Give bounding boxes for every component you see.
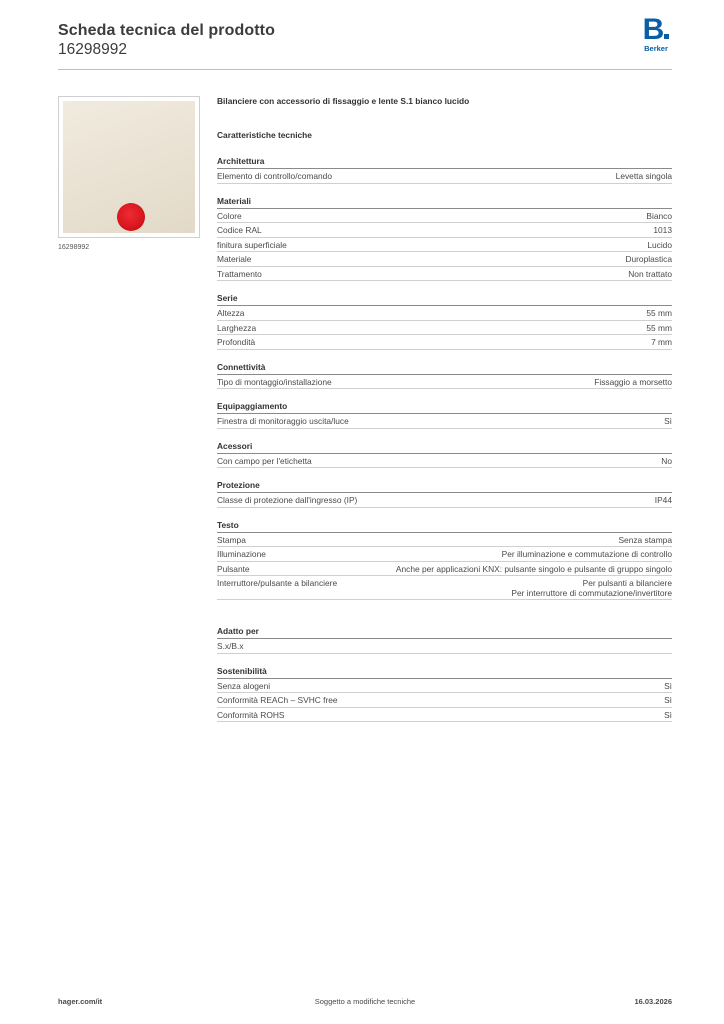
spec-value	[242, 211, 672, 221]
spec-sections	[217, 156, 672, 722]
spec-value	[262, 225, 672, 235]
spec-content	[217, 96, 672, 722]
spec-value	[349, 416, 672, 426]
page-title: Scheda tecnica del prodotto	[58, 22, 275, 39]
spec-label: S.x/B.x	[217, 641, 244, 651]
spec-section	[217, 196, 672, 282]
spec-row	[217, 169, 672, 184]
spec-value	[262, 269, 672, 279]
spec-row	[217, 238, 672, 253]
berker-logo	[640, 13, 672, 53]
spec-label: Senza alogeni	[217, 680, 271, 691]
spec-label: Conformità REACh – SVHC free	[217, 695, 338, 705]
spec-value	[270, 681, 672, 691]
spec-label: Colore	[217, 210, 242, 221]
spec-row	[217, 454, 672, 469]
spec-value-line: Levetta singola	[615, 171, 672, 181]
spec-section	[217, 480, 672, 508]
spec-value	[332, 377, 672, 387]
spec-row	[217, 209, 672, 224]
spec-value-line: Fissaggio a morsetto	[594, 376, 672, 387]
spec-value-line: 1013	[653, 225, 672, 235]
spec-value-line: 55 mm	[646, 322, 672, 333]
spec-row	[217, 252, 672, 267]
spec-value-line: Sì	[664, 416, 672, 426]
spec-label: finitura superficiale	[217, 239, 287, 250]
spec-value	[337, 578, 672, 598]
spec-value-line: Per pulsanti a bilanciere	[582, 578, 672, 588]
spec-label: Materiale	[217, 254, 252, 264]
spec-section	[217, 441, 672, 469]
spec-value	[312, 456, 672, 466]
spec-value-line: Duroplastica	[625, 254, 672, 264]
spec-value-line: Non trattato	[628, 268, 672, 279]
spec-label: Conformità ROHS	[217, 709, 285, 720]
footer-date: 16.03.2026	[634, 997, 672, 1006]
spec-value-line: 7 mm	[651, 337, 672, 347]
spec-section	[217, 156, 672, 184]
spec-value-line: 55 mm	[646, 308, 672, 318]
spec-row	[217, 533, 672, 548]
spec-row	[217, 267, 672, 282]
red-lens-icon	[117, 203, 145, 231]
product-image	[58, 96, 200, 238]
spec-value	[244, 308, 672, 318]
spec-row	[217, 562, 672, 577]
section-title: Connettività	[217, 362, 672, 375]
footer-website[interactable]: hager.com/it	[58, 997, 103, 1006]
section-spacer	[217, 600, 672, 614]
spec-row	[217, 414, 672, 429]
spec-value	[357, 495, 672, 505]
spec-value-line: Lucido	[647, 239, 672, 250]
spec-value	[287, 240, 672, 250]
spec-value	[246, 535, 672, 545]
spec-label: Pulsante	[217, 563, 250, 574]
section-title: Protezione	[217, 480, 672, 493]
footer-notice: Soggetto a modifiche tecniche	[314, 997, 416, 1006]
section-title: Materiali	[217, 196, 672, 209]
section-title: Testo	[217, 520, 672, 533]
logo-letter: B	[640, 17, 672, 43]
spec-label: Trattamento	[217, 268, 262, 279]
spec-row	[217, 639, 672, 654]
spec-label: Codice RAL	[217, 225, 262, 235]
spec-row	[217, 306, 672, 321]
spec-value-line: Per interruttore di commutazione/invertitore	[511, 588, 672, 598]
spec-section	[217, 401, 672, 429]
spec-value-line: Sì	[664, 680, 672, 691]
spec-row	[217, 375, 672, 390]
spec-value-line: Per illuminazione e commutazione di controllo	[501, 549, 672, 559]
spec-value-line: No	[661, 455, 672, 466]
spec-section	[217, 666, 672, 723]
spec-row	[217, 576, 672, 600]
image-caption: 16298992	[58, 244, 90, 251]
spec-label: Interruttore/pulsante a bilanciere	[217, 578, 338, 588]
rocker-switch-face	[63, 101, 195, 233]
section-title: Equipaggiamento	[217, 401, 672, 414]
spec-value	[338, 695, 672, 705]
section-title: Acessori	[217, 441, 672, 454]
spec-row	[217, 708, 672, 723]
spec-section	[217, 520, 672, 601]
spec-value-line: Bianco	[646, 210, 672, 221]
logo-name: Berker	[644, 44, 668, 53]
spec-value-line: Senza stampa	[618, 534, 672, 545]
spec-value	[256, 323, 672, 333]
spec-label: Altezza	[217, 308, 245, 318]
spec-section	[217, 293, 672, 350]
spec-value-line: IP44	[654, 495, 672, 505]
spec-section	[217, 362, 672, 390]
product-name: Bilanciere con accessorio di fissaggio e lente S.1 bianco lucido	[217, 96, 470, 106]
spec-row	[217, 493, 672, 508]
spec-label: Illuminazione	[217, 549, 266, 559]
spec-row	[217, 693, 672, 708]
page-header	[58, 13, 674, 70]
section-title: Serie	[217, 293, 672, 306]
spec-value	[332, 171, 672, 181]
section-title: Sostenibilità	[217, 666, 672, 679]
spec-value	[255, 337, 672, 347]
article-number: 16298992	[58, 41, 127, 58]
spec-label: Stampa	[217, 534, 246, 545]
section-title: Adatto per	[217, 626, 672, 639]
spec-row	[217, 547, 672, 562]
header-divider	[58, 69, 672, 70]
spec-value-line: Anche per applicazioni KNX: pulsante singolo e pulsante di gruppo singolo	[395, 563, 672, 574]
spec-value-line: Sì	[664, 695, 672, 705]
spec-label: Finestra di monitoraggio uscita/luce	[217, 416, 349, 426]
spec-row	[217, 335, 672, 350]
spec-label: Classe di protezione dall'ingresso (IP)	[217, 495, 358, 505]
section-title: Architettura	[217, 156, 672, 169]
spec-label: Larghezza	[217, 322, 257, 333]
spec-value	[250, 564, 672, 574]
spec-row	[217, 679, 672, 694]
spec-row	[217, 223, 672, 238]
spec-label: Profondità	[217, 337, 256, 347]
spec-value	[266, 549, 672, 559]
spec-value-line: Sì	[664, 709, 672, 720]
spec-value	[251, 254, 672, 264]
tech-heading: Caratteristiche tecniche	[217, 130, 312, 140]
spec-label: Elemento di controllo/comando	[217, 171, 332, 181]
spec-value	[284, 710, 672, 720]
spec-label: Con campo per l'etichetta	[217, 455, 312, 466]
spec-section	[217, 626, 672, 654]
spec-row	[217, 321, 672, 336]
spec-label: Tipo di montaggio/installazione	[217, 376, 332, 387]
